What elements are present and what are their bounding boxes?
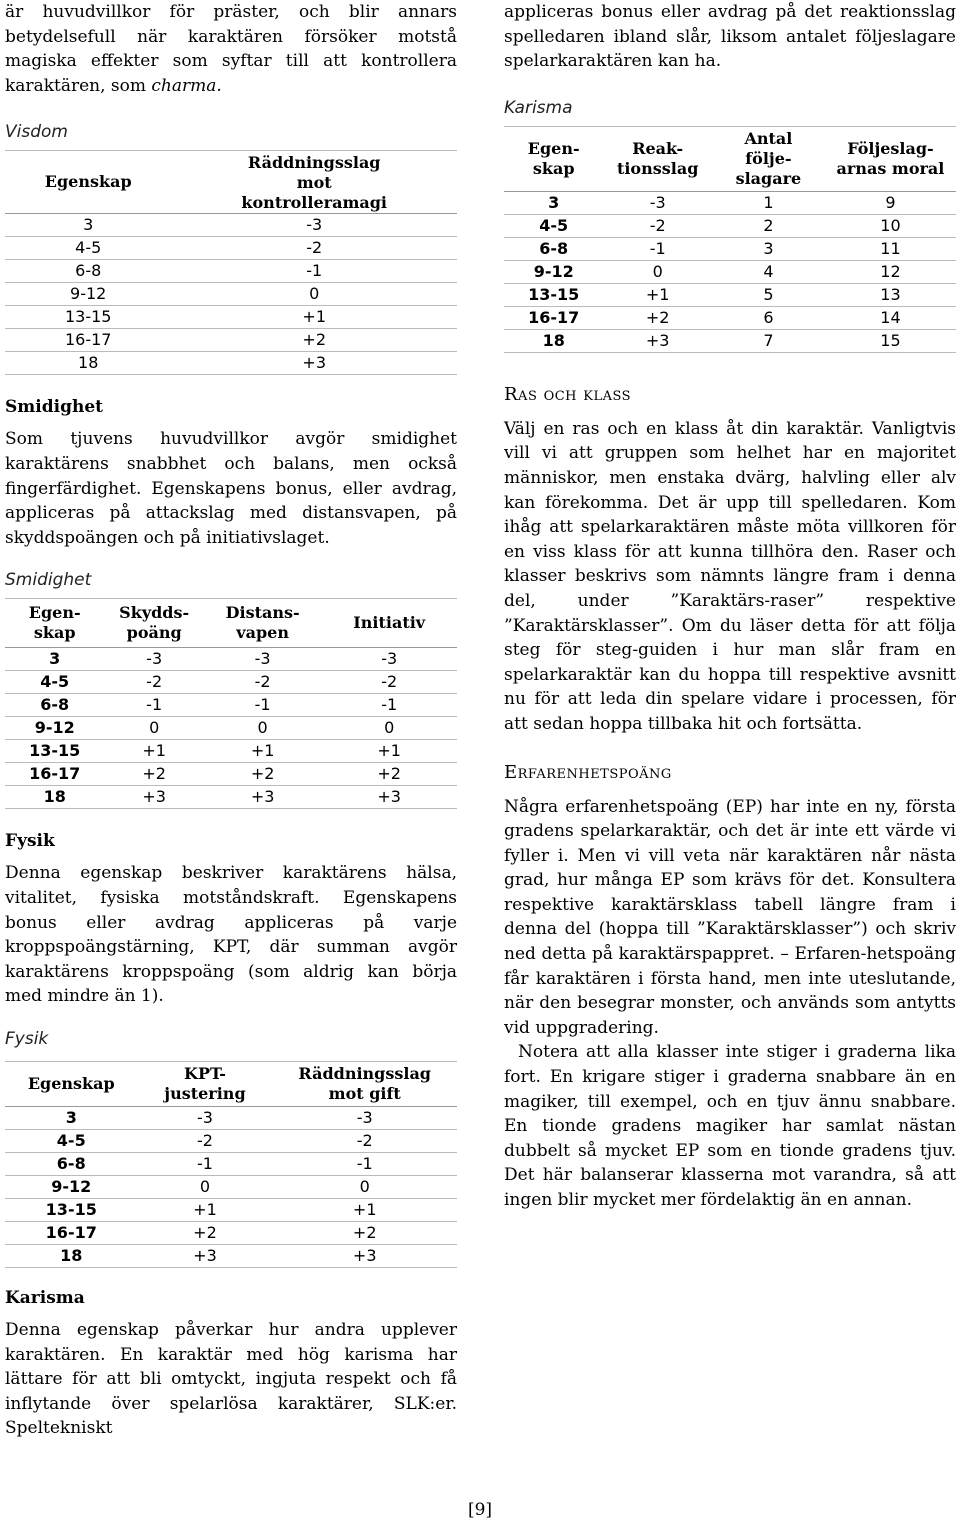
table-cell: -2 (104, 671, 203, 694)
table-cell: 5 (712, 283, 825, 306)
table-cell: 9 (825, 191, 956, 214)
table-cell: 13 (825, 283, 956, 306)
table-row (504, 329, 956, 352)
table-row (504, 214, 956, 237)
xp-paragraph-1: Några erfarenhetspoäng (EP) har inte en ny, första gradens spelarkaraktär, och det är inte ett värde vi fyller i. Men vi vill veta när karaktären når nästa grad, hur många EP som krävs för det. Konsultera respektive karaktärsklass tabell längre fram i denna del (hoppa till ”Karaktärsklasser”) och skriv ned detta på karaktärspappret. – Erfaren-hetspoäng får karaktären i första hand, men inte uteslutande, när den besegrar monster, och används som antytts vid uppgradering. (504, 796, 956, 1038)
dex-heading: Smidighet (5, 397, 103, 418)
xp-heading: Erfarenhetspoäng (504, 761, 672, 783)
table-cell: +3 (321, 786, 457, 809)
con-header-hitdie: KPT-justering (138, 1061, 273, 1106)
table-cell: 4 (712, 260, 825, 283)
table-cell: 0 (138, 1175, 273, 1198)
table-cell: 13-15 (5, 740, 104, 763)
cha-heading: Karisma (5, 1287, 85, 1308)
wisdom-header-ability: Egenskap (5, 151, 171, 214)
table-cell: +1 (138, 1198, 273, 1221)
table-row (504, 283, 956, 306)
intro-paragraph-right: appliceras bonus eller avdrag på det reaktionsslag spelledaren ibland slår, liksom antalet följeslagare spelarkaraktären kan ha. (504, 2, 956, 72)
table-row (5, 1129, 457, 1152)
page-number: [9] (467, 1500, 493, 1520)
table-cell: -1 (272, 1152, 457, 1175)
table-cell: 1 (712, 191, 825, 214)
table-cell: 10 (825, 214, 956, 237)
table-cell: 18 (5, 786, 104, 809)
table-row (504, 306, 956, 329)
table-cell: +2 (321, 763, 457, 786)
table-cell: +3 (138, 1244, 273, 1267)
con-heading: Fysik (5, 831, 55, 852)
table-cell: 0 (171, 283, 457, 306)
left-column (5, 0, 457, 1441)
table-cell: 3 (712, 237, 825, 260)
table-cell: -1 (104, 694, 203, 717)
table-row (504, 237, 956, 260)
table-row (5, 1175, 457, 1198)
dex-header-initiative: Initiativ (321, 599, 457, 648)
table-row (5, 694, 457, 717)
table-cell: +3 (104, 786, 203, 809)
table-cell: 12 (825, 260, 956, 283)
table-row (5, 329, 457, 352)
table-cell: 13-15 (5, 1198, 138, 1221)
table-cell: +1 (321, 740, 457, 763)
table-row (504, 260, 956, 283)
table-cell: 4-5 (5, 671, 104, 694)
table-cell: +3 (171, 352, 457, 375)
table-cell: 6 (712, 306, 825, 329)
table-cell: +2 (104, 763, 203, 786)
table-row (5, 237, 457, 260)
cha-table-body (504, 191, 956, 352)
table-cell: +2 (171, 329, 457, 352)
con-table (5, 1061, 457, 1268)
table-cell: -2 (138, 1129, 273, 1152)
table-cell: 4-5 (504, 214, 603, 237)
dex-header-ranged: Distans-vapen (204, 599, 322, 648)
con-header-poison: Räddningsslag mot gift (272, 1061, 457, 1106)
cha-header-ability: Egen-skap (504, 126, 603, 191)
cha-paragraph: Denna egenskap påverkar hur andra upplever karaktären. En karaktär med hög karisma har lättare för att bli omtyckt, ingjuta respekt och få inflytande över spelarlösa karaktärer, SLK:er. Speltekniskt (5, 1319, 457, 1439)
con-table-caption: Fysik (5, 1028, 49, 1049)
table-row (5, 352, 457, 375)
table-cell: 11 (825, 237, 956, 260)
table-cell: +1 (171, 306, 457, 329)
table-cell: -2 (204, 671, 322, 694)
xp-paragraph-2: Notera att alla klasser inte stiger i graderna lika fort. En krigare stiger i graderna snabbare än en magiker, till exempel, och en tjuv ännu snabbare. En tionde gradens magiker har samlat nästan dubbelt så mycket EP som en tionde gradens tjuv. Det här balanserar klasserna mot varandra, så att ingen blir mycket mer fördelaktig än en annan. (504, 1042, 956, 1210)
race-class-heading: Ras och klass (504, 383, 632, 405)
table-row (5, 306, 457, 329)
table-cell: 6-8 (504, 237, 603, 260)
table-cell: -3 (171, 214, 457, 237)
table-cell: 6-8 (5, 1152, 138, 1175)
wisdom-header-save: Räddningsslag mot kontrolleramagi (171, 151, 457, 214)
table-cell: -2 (272, 1129, 457, 1152)
table-cell: +2 (138, 1221, 273, 1244)
con-header-ability: Egenskap (5, 1061, 138, 1106)
wisdom-table (5, 150, 457, 375)
table-cell: 0 (603, 260, 711, 283)
right-column (504, 0, 956, 1213)
table-row (5, 283, 457, 306)
table-cell: 3 (5, 214, 171, 237)
table-cell: +3 (603, 329, 711, 352)
table-cell: 3 (5, 648, 104, 671)
table-cell: 0 (272, 1175, 457, 1198)
race-class-paragraph: Välj en ras och en klass åt din karaktär. Vanligtvis vill vi att gruppen som helhet har en majoritet människor, men enstaka dvärg, halvling eller alv kan förekomma. Det är upp till spelledaren. Kom ihåg att spelarkaraktären måste möta villkoren för en viss klass för att kunna tillhöra den. Raser och klasser beskrivs som nämnts längre fram i denna del, under ”Karaktärs-raser” respektive ”Karaktärsklasser”. Om du läser detta för att följa steg för steg-guiden i hur man slår fram en spelarkaraktär kan du hoppa till respektive avsnitt nu för att leda din spelare vidare i processen, för att sedan hoppa tillbaka hit och fortsätta. (504, 418, 956, 734)
cha-header-retainers: Antal följe-slagare (712, 126, 825, 191)
table-cell: -2 (321, 671, 457, 694)
table-row (5, 1106, 457, 1129)
dex-header-ac: Skydds-poäng (104, 599, 203, 648)
table-row (5, 671, 457, 694)
table-cell: -2 (603, 214, 711, 237)
table-row (5, 260, 457, 283)
table-cell: 6-8 (5, 260, 171, 283)
dex-table (5, 598, 457, 809)
table-cell: -3 (204, 648, 322, 671)
table-cell: 9-12 (5, 283, 171, 306)
table-cell: +3 (204, 786, 322, 809)
table-cell: 9-12 (5, 717, 104, 740)
table-row (504, 191, 956, 214)
table-cell: 4-5 (5, 1129, 138, 1152)
cha-table (504, 126, 956, 353)
table-cell: 18 (5, 1244, 138, 1267)
table-cell: 6-8 (5, 694, 104, 717)
dex-header-ability: Egen-skap (5, 599, 104, 648)
table-cell: -3 (272, 1106, 457, 1129)
table-cell: 16-17 (5, 329, 171, 352)
table-cell: 13-15 (504, 283, 603, 306)
table-cell: +3 (272, 1244, 457, 1267)
table-cell: -3 (138, 1106, 273, 1129)
table-cell: 16-17 (5, 763, 104, 786)
con-table-body (5, 1106, 457, 1267)
table-cell: 18 (5, 352, 171, 375)
table-cell: 14 (825, 306, 956, 329)
table-cell: 9-12 (504, 260, 603, 283)
table-row (5, 1244, 457, 1267)
table-cell: -2 (171, 237, 457, 260)
table-row (5, 740, 457, 763)
table-cell: +1 (603, 283, 711, 306)
table-cell: 9-12 (5, 1175, 138, 1198)
table-cell: -1 (138, 1152, 273, 1175)
table-cell: -3 (104, 648, 203, 671)
table-cell: 16-17 (504, 306, 603, 329)
table-cell: 0 (321, 717, 457, 740)
table-row (5, 1152, 457, 1175)
dex-table-caption: Smidighet (5, 570, 92, 591)
table-cell: 18 (504, 329, 603, 352)
wisdom-table-caption: Visdom (5, 122, 68, 143)
table-cell: 13-15 (5, 306, 171, 329)
intro-paragraph-left: är huvudvillkor för präster, och blir annars betydelsefull när karaktären försöker motstå magiska effekter som syftar till att kontrollera karaktären, som charma. (5, 2, 457, 96)
table-cell: 15 (825, 329, 956, 352)
con-paragraph: Denna egenskap beskriver karaktärens hälsa, vitalitet, fysiska motståndskraft. Egenskapens bonus eller avdrag appliceras på varje kroppspoängstärning, KPT, där summan avgör karaktärens kroppspoäng (som aldrig kan börja med mindre än 1). (5, 863, 457, 1007)
dex-table-body (5, 648, 457, 809)
cha-table-caption: Karisma (504, 97, 573, 118)
table-cell: +1 (272, 1198, 457, 1221)
table-row (5, 1198, 457, 1221)
table-row (5, 214, 457, 237)
table-cell: -1 (603, 237, 711, 260)
table-cell: +2 (603, 306, 711, 329)
table-row (5, 763, 457, 786)
table-cell: +2 (204, 763, 322, 786)
table-row (5, 717, 457, 740)
table-cell: -3 (321, 648, 457, 671)
table-cell: +1 (204, 740, 322, 763)
table-cell: -1 (171, 260, 457, 283)
table-cell: +1 (104, 740, 203, 763)
table-cell: 4-5 (5, 237, 171, 260)
table-cell: 0 (204, 717, 322, 740)
table-cell: -3 (603, 191, 711, 214)
table-row (5, 1221, 457, 1244)
table-row (5, 786, 457, 809)
table-row (5, 648, 457, 671)
dex-paragraph: Som tjuvens huvudvillkor avgör smidighet karaktärens snabbhet och balans, men också fingerfärdighet. Egenskapens bonus, eller avdrag, appliceras på attackslag med distansvapen, på skyddspoängen och på initiativslaget. (5, 429, 457, 548)
cha-header-morale: Följeslag-arnas moral (825, 126, 956, 191)
table-cell: 0 (104, 717, 203, 740)
table-cell: 3 (5, 1106, 138, 1129)
table-cell: 16-17 (5, 1221, 138, 1244)
wisdom-table-body (5, 214, 457, 375)
table-cell: 7 (712, 329, 825, 352)
table-cell: +2 (272, 1221, 457, 1244)
table-cell: 3 (504, 191, 603, 214)
table-cell: -1 (204, 694, 322, 717)
table-cell: -1 (321, 694, 457, 717)
cha-header-reaction: Reak-tionsslag (603, 126, 711, 191)
table-cell: 2 (712, 214, 825, 237)
